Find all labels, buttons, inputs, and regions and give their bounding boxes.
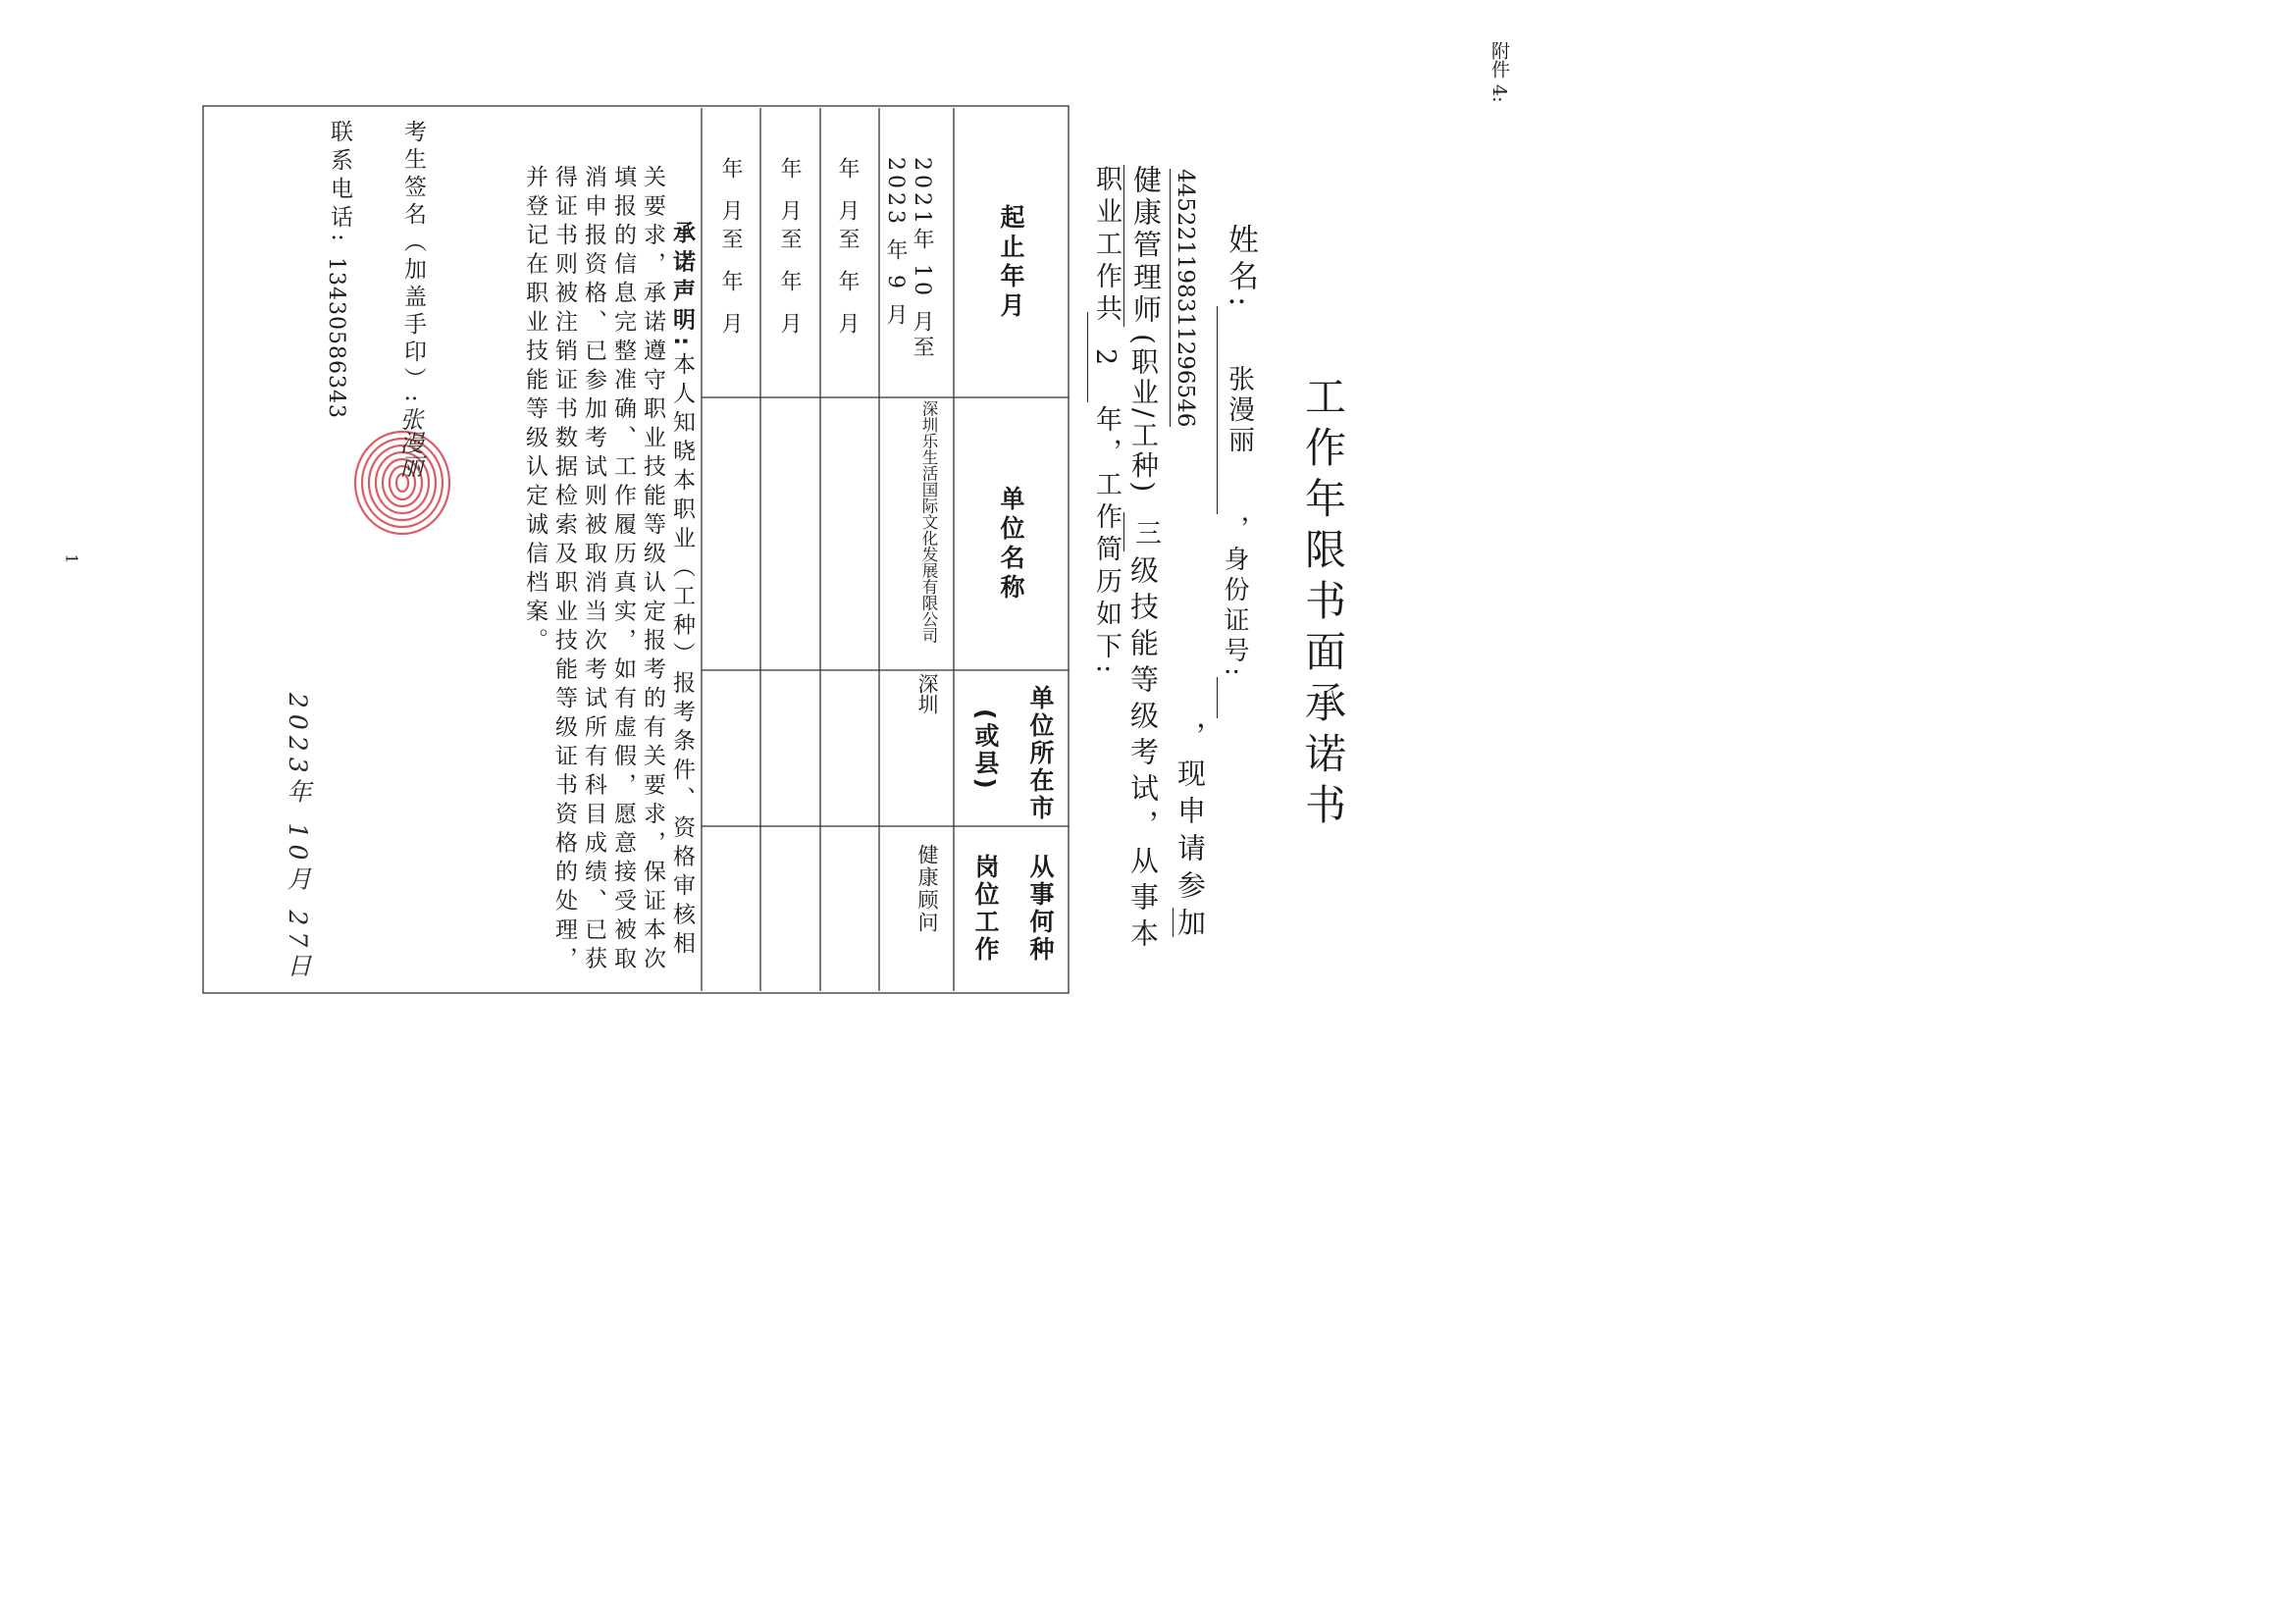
header-company: 单位名称	[997, 486, 1025, 603]
name-field: 张漫丽	[1217, 306, 1258, 514]
row4-period: 年 月至 年 月	[718, 157, 743, 340]
row1-city: 深圳	[915, 673, 939, 714]
attachment-label: 附件 4:	[1488, 41, 1510, 103]
signature-label: 考生签名（加盖手印）:	[400, 120, 426, 407]
statement-body: 本人知晓本职业（工种）报考条件、资格审核相关要求，承诺遵守职业技能等级认定报考的有关要求，保证本次填报的信息完整准确、工作履历真实，如有虚假，愿意接受被取消申报资格、已参加考试则被取消当次考试所有科目成绩、已获得证书则被注销证书数据检索及职业技能等级证书资格的处理，并登记在职业技能等级认定诚信档案。	[522, 165, 695, 975]
statement-heading: 承诺声明:	[669, 221, 695, 352]
years-suffix: 年，工作简历如下:	[1091, 405, 1122, 680]
commitment-document-page	[0, 0, 1531, 1082]
id-label: ，身份证号:	[1220, 515, 1249, 681]
occupation-field: 健康管理师	[1123, 165, 1167, 327]
row3-period: 年 月至 年 月	[777, 157, 802, 340]
page-number: 1	[62, 553, 81, 564]
apply-text: ，现申请参加	[1174, 721, 1207, 945]
header-period: 起止年月	[997, 204, 1025, 322]
id-number-field: 445221198311296546	[1170, 169, 1198, 427]
row1-company: 深圳乐生活国际文化发展有限公司	[919, 400, 938, 644]
document-title: 工作年限书面承诺书	[1299, 375, 1347, 834]
years-prefix: 职业工作共	[1091, 165, 1122, 327]
level-suffix: 级技能等级考试，从事本	[1126, 555, 1160, 955]
header-job-line2: 岗位工作	[971, 854, 1000, 964]
commitment-statement	[469, 165, 697, 975]
row1-job: 健康顾问	[915, 844, 939, 934]
header-city-line1: 单位所在市	[1026, 685, 1055, 822]
header-job-line1: 从事何种	[1026, 854, 1055, 964]
level-field: 三	[1123, 512, 1165, 551]
name-label: 姓名:	[1223, 224, 1258, 313]
occupation-suffix: (职业/工种)	[1127, 334, 1160, 496]
handwritten-signature: 张漫丽	[395, 407, 423, 478]
contact-label: 联系电话:	[327, 120, 352, 247]
form-table-grid	[0, 0, 1531, 1082]
years-field: 2	[1087, 312, 1121, 402]
row2-period: 年 月至 年 月	[835, 157, 860, 340]
header-city-line2: (或县)	[971, 708, 1000, 792]
handwritten-date: 2023年 10月 27日	[284, 693, 312, 984]
row1-period-line2: 2023 年 9 月	[883, 157, 908, 329]
row1-period-line1: 2021年 10 月至	[910, 157, 934, 361]
contact-phone: 13430586343	[324, 257, 348, 419]
